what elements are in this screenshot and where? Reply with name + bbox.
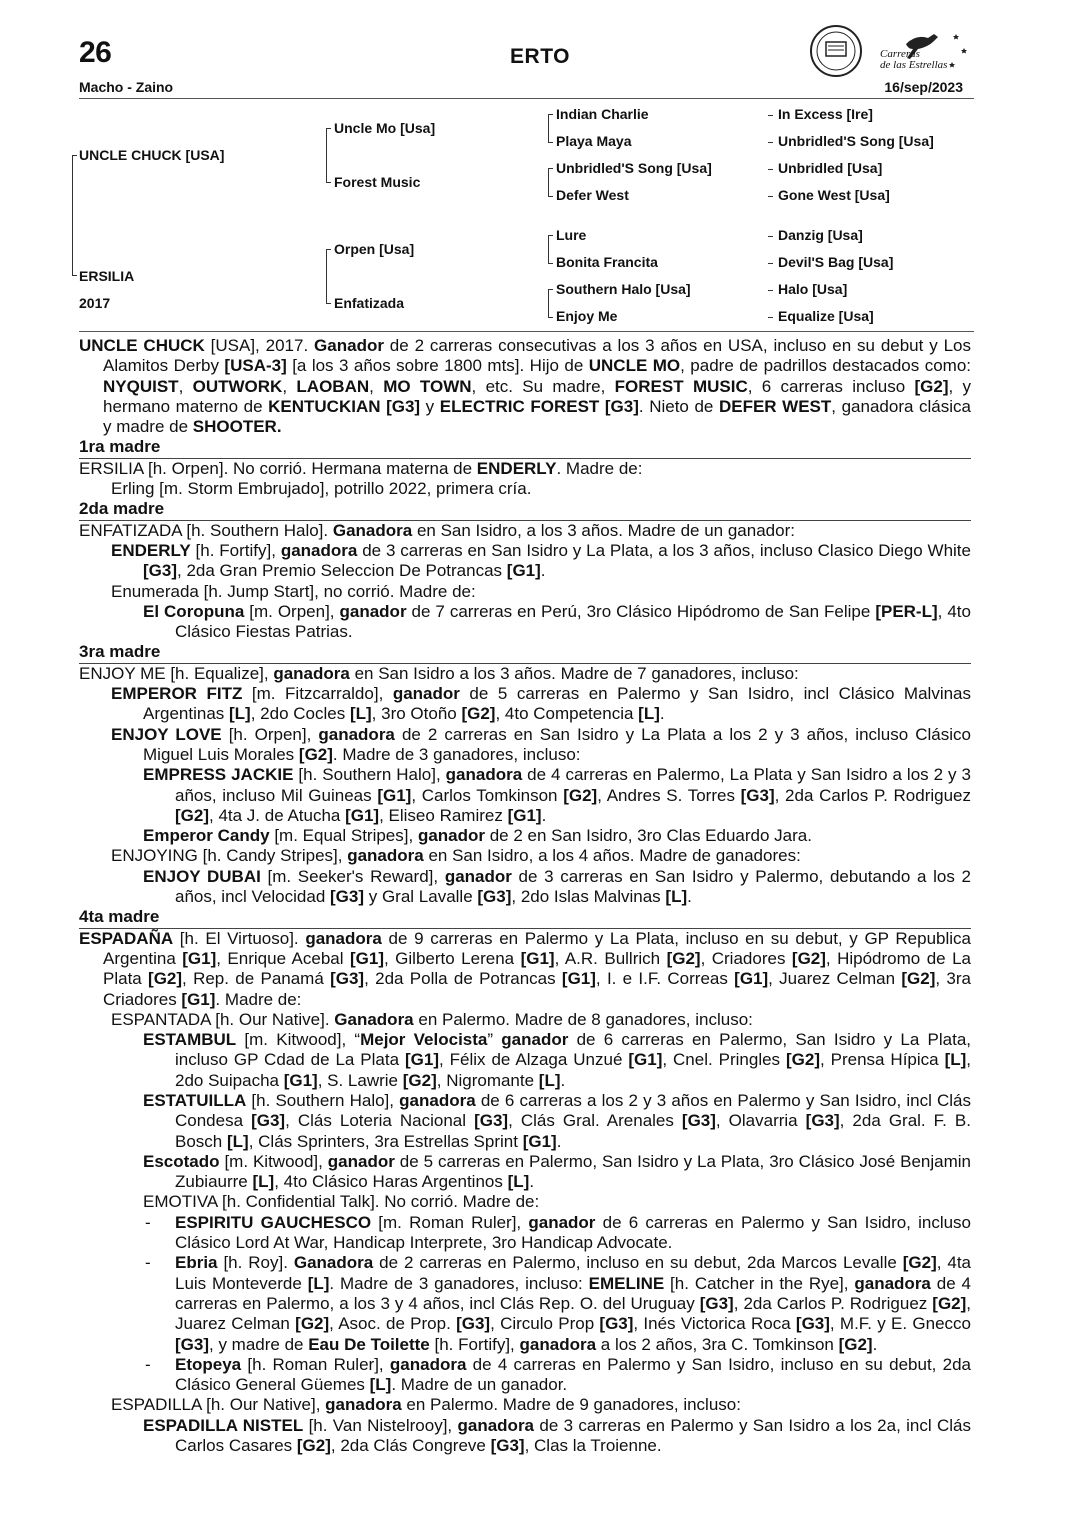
pedigree-gen3-6: Bonita Francita (556, 254, 658, 270)
pedigree-tick (548, 235, 553, 236)
pedigree-dam-year: 2017 (79, 295, 111, 311)
pedigree-tick (72, 275, 77, 276)
sale-date: 16/sep/2023 (884, 79, 963, 95)
pedigree-dash (768, 196, 773, 197)
section-3ra-madre: 3ra madre (79, 642, 971, 663)
pedigree-bracket (548, 114, 549, 142)
pedigree-dam: ERSILIA (79, 268, 135, 284)
offspring-entry: EMPRESS JACKIE [h. Southern Halo], ganadora de 4 carreras en Palermo, La Plata y San Isidro a los 2 y 3 años, incluso Mil Guineas [G1], Carlos Tomkinson [G2], Andres S. Torres [G3], 2da Carlos P. Rodriguez [G2], 4ta J. de Atucha [G1], Eliseo Ramirez [G1]. (143, 765, 971, 825)
logo-text: Carreras de las Estrellas (880, 48, 948, 71)
pedigree-tick (548, 168, 553, 169)
offspring-entry: ESPADILLA [h. Our Native], ganadora en Palermo. Madre de 9 ganadores, incluso: (111, 1395, 741, 1415)
offspring-entry: - Ebria [h. Roy]. Ganadora de 2 carreras en Palermo, incluso en su debut, 2da Marcos Levalle [G2], 4ta Luis Monteverde [L]. Madre de 3 ganadores, incluso: EMELINE [h. Catcher in the Rye], ganadora de 4 carreras en Palermo, a los 3 y 4 años, incl Clás Rep. O. del Uruguay [G3], 2da Carlos P. Rodriguez [G2], Juarez Celman [G2], Asoc. de Prop. [G3], Circulo Prop [G3], Inés Victorica Roca [G3], M.F. y E. Gnecco [G3], y madre de Eau De Toilette [h. Fortify], ganadora a los 2 años, 3ra C. Tomkinson [G2]. (145, 1253, 972, 1354)
pedigree-gen4-6: Devil'S Bag [Usa] (778, 254, 894, 270)
pedigree-gen3-5: Lure (556, 227, 587, 243)
pedigree-tick (326, 303, 331, 304)
pedigree-tick (548, 317, 553, 318)
pedigree-dash (768, 236, 773, 237)
offspring-entry: EMOTIVA [h. Confidential Talk]. No corrió. Madre de: (143, 1192, 540, 1212)
pedigree-gen3-7: Southern Halo [Usa] (556, 281, 691, 297)
pedigree-bracket (326, 128, 327, 182)
third-dam-paragraph: ENJOY ME [h. Equalize], ganadora en San Isidro a los 3 años. Madre de 7 ganadores, incluso: (79, 663, 799, 683)
pedigree-dash (768, 115, 773, 116)
pedigree-divider (79, 331, 974, 332)
pedigree-bracket (548, 168, 549, 196)
offspring-entry: EMPEROR FITZ [m. Fitzcarraldo], ganador de 5 carreras en Palermo y San Isidro, incl Clásico Malvinas Argentinas [L], 2do Cocles [L], 3ro Otoño [G2], 4to Competencia [L]. (111, 684, 972, 724)
pedigree-tick (72, 155, 77, 156)
sire-paragraph: UNCLE CHUCK [USA], 2017. Ganador de 2 carreras consecutivas a los 3 años en USA, incluso en su debut y Los Alamitos Derby [USA-3] [a los 3 años sobre 1800 mts]. Hijo de UNCLE MO, padre de padrillos destacados como: NYQUIST, OUTWORK, LAOBAN, MO TOWN, etc. Su madre, FOREST MUSIC, 6 carreras incluso [G2], y hermano materno de KENTUCKIAN [G3] y ELECTRIC FOREST [G3]. Nieto de DEFER WEST, ganadora clásica y madre de SHOOTER. (79, 336, 972, 437)
pedigree-gen4-3: Unbridled [Usa] (778, 160, 883, 176)
offspring-entry: ESTATUILLA [h. Southern Halo], ganadora de 6 carreras a los 2 y 3 años en Palermo y San Isidro, incl Clás Condesa [G3], Clás Loteria Nacional [G3], Clás Gral. Arenales [G3], Olavarria [G3], 2da Gral. F. B. Bosch [L], Clás Sprinters, 3ra Estrellas Sprint [G1]. (143, 1090, 971, 1151)
pedigree-gen3-4: Defer West (556, 187, 629, 203)
pedigree-gen3-1: Indian Charlie (556, 106, 649, 122)
pedigree-tick (326, 128, 331, 129)
offspring-entry: - ESPIRITU GAUCHESCO [m. Roman Ruler], ganador de 6 carreras en Palermo y San Isidro, incluso Clásico Lord At War, Handicap Interprete, 3ro Handicap Advocate. (145, 1212, 972, 1253)
sex-color: Macho - Zaino (79, 79, 174, 95)
pedigree-gen2-3: Orpen [Usa] (334, 241, 415, 257)
pedigree-gen4-5: Danzig [Usa] (778, 227, 863, 243)
pedigree-dash (768, 169, 773, 170)
offspring-entry: - Etopeya [h. Roman Ruler], ganadora de 4 carreras en Palermo y San Isidro, incluso en su debut, 2da Clásico General Güemes [L]. Madre de un ganador. (145, 1354, 971, 1395)
offspring-entry: ESTAMBUL [m. Kitwood], “Mejor Velocista” ganador de 6 carreras en Palermo, San Isidro y La Plata, incluso GP Cdad de La Plata [G1], Félix de Alzaga Unzué [G1], Cnel. Pringles [G2], Prensa Hípica [L], 2do Suipacha [G1], S. Lawrie [G2], Nigromante [L]. (143, 1030, 972, 1090)
offspring-entry: ESPANTADA [h. Our Native]. Ganadora en Palermo. Madre de 8 ganadores, incluso: (111, 1009, 753, 1029)
offspring-entry: Escotado [m. Kitwood], ganador de 5 carreras en Palermo, San Isidro y La Plata, 3ro Clásico José Benjamin Zubiaurre [L], 4to Clásico Haras Argentinos [L]. (143, 1151, 972, 1192)
pedigree-sire: UNCLE CHUCK [USA] (79, 147, 225, 163)
pedigree-tick (326, 182, 331, 183)
section-1ra-madre: 1ra madre (79, 437, 971, 458)
pedigree-bracket (326, 249, 327, 303)
pedigree-dash (768, 142, 773, 143)
pedigree-dash (768, 290, 773, 291)
pedigree-gen2-1: Uncle Mo [Usa] (334, 120, 436, 136)
pedigree-gen2-2: Forest Music (334, 174, 421, 190)
section-2da-madre: 2da madre (79, 499, 971, 520)
pedigree-gen4-4: Gone West [Usa] (778, 187, 890, 203)
horse-name: ERTO (510, 45, 570, 68)
pedigree-tick (548, 142, 553, 143)
offspring-entry: ESPADILLA NISTEL [h. Van Nistelrooy], ganadora de 3 carreras en Palermo y San Isidro a los 2a, incl Clás Carlos Casares [G2], 2da Clás Congreve [G3], Clas la Troienne. (143, 1415, 971, 1456)
pedigree-dash (768, 317, 773, 318)
catalog-body-text (79, 336, 971, 1456)
offspring-entry: ENJOYING [h. Candy Stripes], ganadora en San Isidro, a los 4 años. Madre de ganadores: (111, 846, 801, 866)
pedigree-bracket (548, 289, 549, 317)
pedigree-gen4-8: Equalize [Usa] (778, 308, 874, 324)
pedigree-bracket (548, 235, 549, 263)
offspring-entry: ENJOY LOVE [h. Orpen], ganadora de 2 carreras en San Isidro y La Plata a los 2 y 3 años, incluso Clásico Miguel Luis Morales [G2]. Madre de 3 ganadores, incluso: (111, 724, 971, 764)
pedigree-tick (548, 196, 553, 197)
pedigree-gen4-2: Unbridled'S Song [Usa] (778, 133, 934, 149)
offspring-entry: Emperor Candy [m. Equal Stripes], ganador de 2 en San Isidro, 3ro Clas Eduardo Jara. (143, 826, 812, 846)
offspring-entry: Enumerada [h. Jump Start], no corrió. Madre de: (111, 581, 476, 601)
lot-number: 26 (79, 36, 112, 69)
pedigree-gen3-3: Unbridled'S Song [Usa] (556, 160, 712, 176)
pedigree-tick (548, 263, 553, 264)
pedigree-tick (326, 249, 331, 250)
second-dam-paragraph: ENFATIZADA [h. Southern Halo]. Ganadora en San Isidro, a los 3 años. Madre de un ganador: (79, 520, 795, 540)
offspring-entry: ENDERLY [h. Fortify], ganadora de 3 carreras en San Isidro y La Plata, a los 3 años, incluso Clasico Diego White [G3], 2da Gran Premio Seleccion De Potrancas [G1]. (111, 540, 971, 581)
pedigree-gen4-7: Halo [Usa] (778, 281, 848, 297)
pedigree-tick (548, 289, 553, 290)
pedigree-gen4-1: In Excess [Ire] (778, 106, 873, 122)
pedigree-gen2-4: Enfatizada (334, 295, 405, 311)
pedigree-dash (768, 263, 773, 264)
header-divider (79, 98, 974, 99)
offspring-entry: ENJOY DUBAI [m. Seeker's Reward], ganador de 3 carreras en San Isidro y Palermo, debutando a los 2 años, incl Velocidad [G3] y Gral Lavalle [G3], 2do Islas Malvinas [L]. (143, 866, 971, 907)
dam-paragraph: ERSILIA [h. Orpen]. No corrió. Hermana materna de ENDERLY. Madre de: (79, 458, 643, 478)
section-4ta-madre: 4ta madre (79, 907, 971, 928)
fourth-dam-paragraph: ESPADAÑA [h. El Virtuoso]. ganadora de 9 carreras en Palermo y La Plata, incluso en su debut, y GP Republica Argentina [G1], Enrique Acebal [G1], Gilberto Lerena [G1], A.R. Bullrich [G2], Criadores [G2], Hipódromo de La Plata [G2], Rep. de Panamá [G3], 2da Polla de Potrancas [G1], I. e I.F. Correas [G1], Juarez Celman [G2], 3ra Criadores [G1]. Madre de: (79, 928, 971, 1009)
offspring-entry: El Coropuna [m. Orpen], ganador de 7 carreras en Perú, 3ro Clásico Hipódromo de San Felipe [PER-L], 4to Clásico Fiestas Patrias. (143, 601, 971, 642)
pedigree-gen3-8: Enjoy Me (556, 308, 618, 324)
pedigree-tick (548, 114, 553, 115)
offspring-entry: Erling [m. Storm Embrujado], potrillo 2022, primera cría. (111, 479, 532, 499)
carreras-de-las-estrellas-logo (806, 22, 972, 80)
pedigree-bracket (72, 155, 73, 275)
pedigree-gen3-2: Playa Maya (556, 133, 632, 149)
